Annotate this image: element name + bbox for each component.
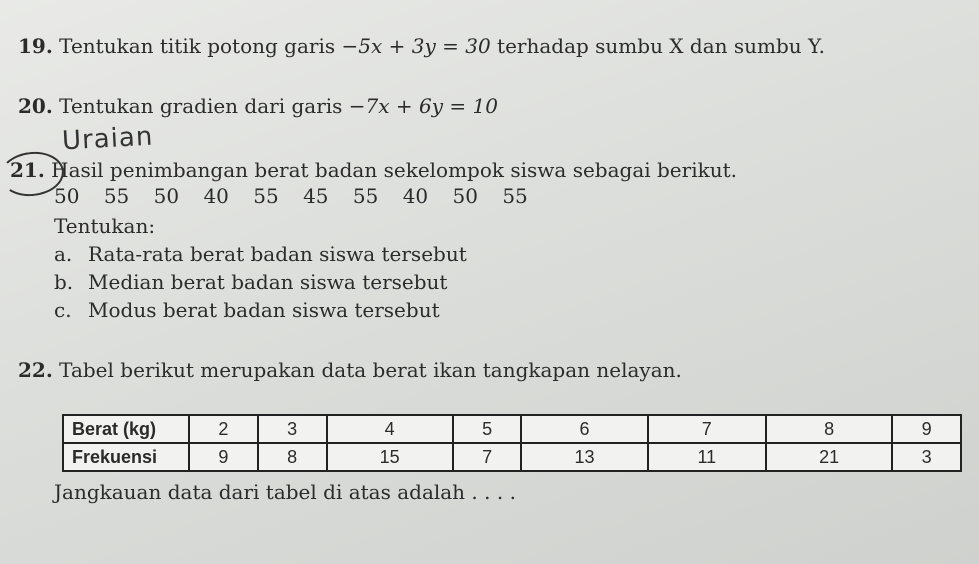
question-20-equation: −7x + 6y = 10	[348, 94, 498, 118]
table-cell: 6	[521, 415, 647, 443]
sub-item-text: Median berat badan siswa tersebut	[88, 270, 448, 294]
table-cell: 5	[453, 415, 522, 443]
handwritten-note: Uraian	[61, 121, 155, 157]
sub-item-letter: b.	[54, 270, 74, 294]
weight-value: 40	[402, 184, 429, 208]
weight-value: 55	[253, 184, 279, 208]
table-cell: 8	[258, 443, 327, 471]
question-21	[10, 158, 737, 182]
weight-value: 50	[153, 184, 180, 208]
question-21-text: Hasil penimbangan berat badan sekelompok siswa sebagai berikut.	[51, 158, 737, 182]
table-cell: 13	[521, 443, 647, 471]
question-20-number: 20.	[18, 94, 53, 118]
table-cell: 4	[327, 415, 453, 443]
weight-value: 40	[203, 184, 229, 208]
weight-value: 55	[352, 184, 379, 208]
table-cell: 8	[766, 415, 892, 443]
sub-item-text: Modus berat badan siswa tersebut	[88, 298, 440, 322]
table-row	[63, 443, 961, 471]
row-header-weight: Berat (kg)	[63, 415, 189, 443]
question-22-text: Tabel berikut merupakan data berat ikan tangkapan nelayan.	[59, 358, 682, 382]
weight-value: 55	[502, 184, 528, 208]
table-cell: 3	[258, 415, 327, 443]
question-22-number: 22.	[18, 358, 53, 382]
question-22	[18, 358, 682, 382]
table-row	[63, 415, 961, 443]
sub-item-letter: c.	[54, 298, 72, 322]
question-20	[18, 94, 498, 118]
question-20-text: Tentukan gradien dari garis	[59, 94, 343, 118]
question-22-footer: Jangkauan data dari tabel di atas adalah . . . .	[54, 480, 516, 504]
sub-item-text: Rata-rata berat badan siswa tersebut	[88, 242, 467, 266]
sub-item-c	[54, 298, 440, 322]
sub-item-letter: a.	[54, 242, 73, 266]
table-cell: 2	[189, 415, 258, 443]
sub-item-a	[54, 242, 467, 266]
question-19-text: Tentukan titik potong garis	[59, 34, 336, 58]
table-cell: 21	[766, 443, 892, 471]
question-19	[18, 34, 825, 58]
question-19-text-end: terhadap sumbu X dan sumbu Y.	[497, 34, 825, 58]
row-header-frequency: Frekuensi	[63, 443, 189, 471]
table-cell: 3	[892, 443, 961, 471]
question-21-prompt: Tentukan:	[54, 214, 156, 238]
weight-value: 55	[103, 184, 130, 208]
question-19-number: 19.	[18, 34, 53, 58]
table-cell: 9	[892, 415, 961, 443]
weight-value: 45	[303, 184, 329, 208]
table-cell: 9	[189, 443, 258, 471]
table-cell: 11	[648, 443, 766, 471]
weight-values	[54, 184, 546, 208]
sub-item-b	[54, 270, 447, 294]
table-cell: 15	[327, 443, 453, 471]
fish-weight-table	[62, 414, 962, 472]
weight-value: 50	[54, 184, 80, 208]
question-19-equation: −5x + 3y = 30	[341, 34, 491, 58]
table-cell: 7	[453, 443, 522, 471]
question-21-number: 21.	[10, 158, 45, 182]
table-cell: 7	[648, 415, 766, 443]
weight-value: 50	[452, 184, 478, 208]
